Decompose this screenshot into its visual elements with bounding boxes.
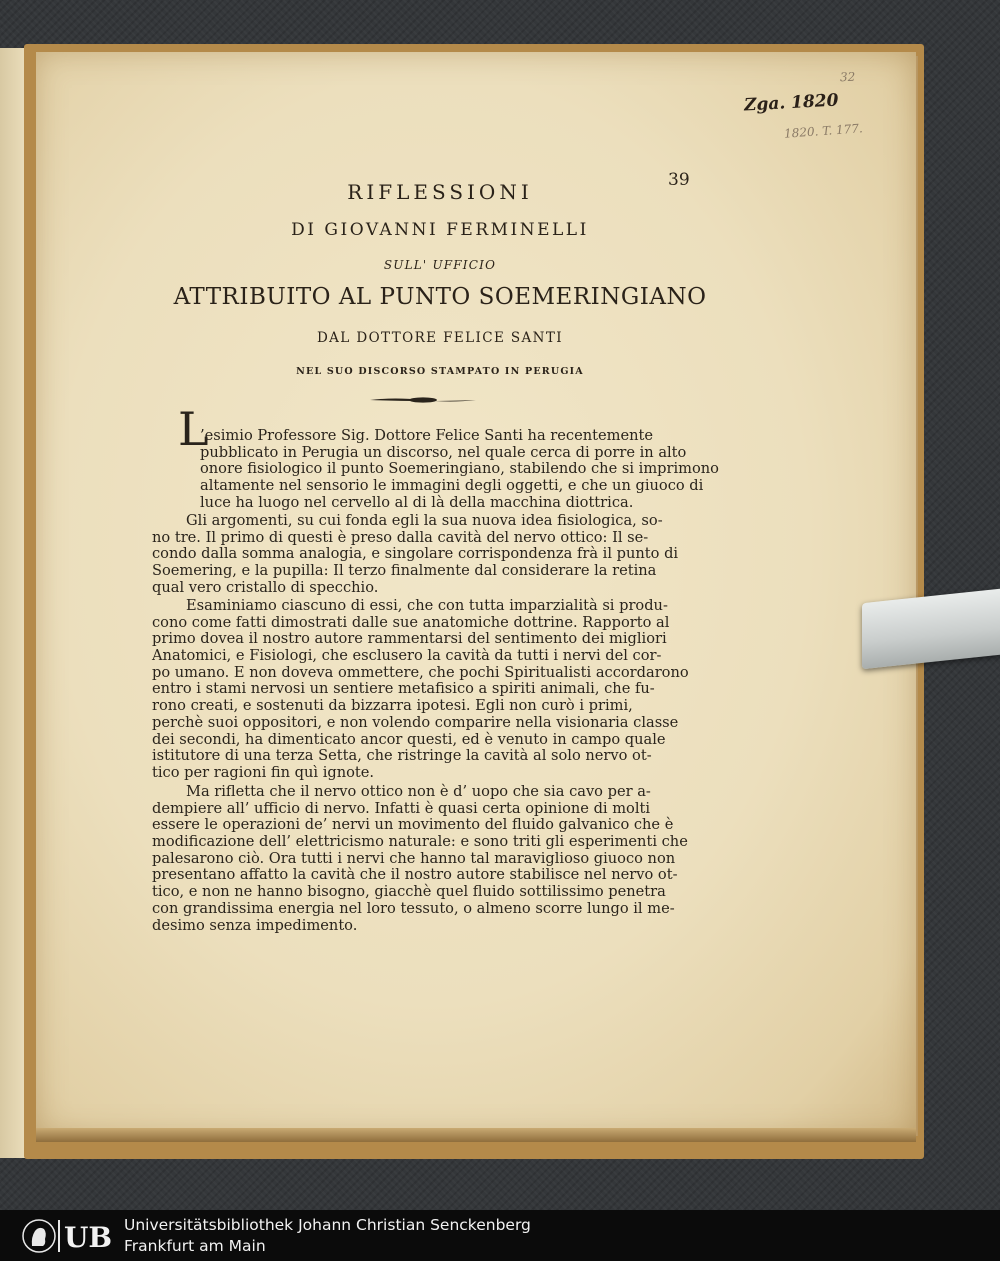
text-line: Gli argomenti, su cui fonda egli la sua nuova idea fisiologica, so- bbox=[186, 512, 663, 529]
text-line: po umano. E non doveva ommettere, che pochi Spiritualisti accordarono bbox=[152, 663, 689, 681]
text-line: onore fisiologico il punto Soemeringiano, stabilendo che si imprimono bbox=[200, 460, 719, 478]
page-bottom-edge bbox=[36, 1128, 916, 1142]
text-line: luce ha luogo nel cervello al di là della macchina diottrica. bbox=[200, 493, 634, 511]
paragraph-2 bbox=[152, 513, 704, 596]
title-line-1: RIFLESSIONI bbox=[347, 180, 533, 204]
title-line-2: DI GIOVANNI FERMINELLI bbox=[291, 220, 589, 240]
handwritten-shelfmark: Zga. 1820 bbox=[743, 90, 839, 116]
text-line: qual vero cristallo di specchio. bbox=[152, 578, 379, 596]
text-line: Soemering, e la pupilla: Il terzo finalmente dal considerare la retina bbox=[152, 562, 657, 580]
handwritten-note-top: 32 bbox=[839, 69, 856, 85]
text-line: ’esimio Professore Sig. Dottore Felice Santi ha recentemente bbox=[200, 427, 653, 444]
paragraph-4 bbox=[152, 784, 704, 934]
text-line: desimo senza impedimento. bbox=[152, 916, 358, 934]
text-line: modificazione dell’ elettricismo naturale: e sono triti gli esperimenti che bbox=[152, 833, 688, 851]
text-line: condo dalla somma analogia, e singolare corrispondenza frà il punto di bbox=[152, 545, 679, 563]
title-line-6: NEL SUO DISCORSO STAMPATO IN PERUGIA bbox=[296, 366, 584, 377]
text-line: palesarono ciò. Ora tutti i nervi che hanno tal maraviglioso giuoco non bbox=[152, 849, 676, 867]
ornamental-rule bbox=[370, 396, 476, 404]
paragraph-3 bbox=[152, 598, 704, 782]
text-line: dei secondi, ha dimenticato ancor questi, ed è venuto in campo quale bbox=[152, 730, 666, 748]
text-line: entro i stami nervosi un sentiere metafisico a spiriti animali, che fu- bbox=[152, 680, 655, 698]
drop-cap: L bbox=[178, 402, 209, 456]
title-line-5: DAL DOTTORE FELICE SANTI bbox=[316, 330, 564, 346]
text-line: istitutore di una terza Setta, che ristringe la cavità al solo nervo ot- bbox=[152, 747, 652, 765]
text-line: pubblicato in Perugia un discorso, nel quale cerca di porre in alto bbox=[200, 443, 687, 461]
library-logo-text: UB bbox=[64, 1221, 113, 1254]
text-line: presentano affatto la cavità che il nostro autore stabilisce nel nervo ot- bbox=[152, 866, 678, 884]
text-line: altamente nel sensorio le immagini degli oggetti, e che un giuoco di bbox=[200, 477, 704, 495]
text-line: Ma rifletta che il nervo ottico non è d’ uopo che sia cavo per a- bbox=[186, 783, 651, 800]
text-line: cono come fatti dimostrati dalle sue anatomiche dottrine. Rapporto al bbox=[152, 613, 670, 631]
text-line: no tre. Il primo di questi è preso dalla cavità del nervo ottico: Il se- bbox=[152, 528, 649, 546]
page-number: 39 bbox=[668, 170, 690, 190]
text-line: tico, e non ne hanno bisogno, giacchè quel fluido sottilissimo penetra bbox=[152, 883, 666, 901]
title-line-3: SULL' UFFICIO bbox=[383, 258, 497, 272]
text-line: primo dovea il nostro autore rammentarsi del sentimento dei migliori bbox=[152, 630, 667, 648]
library-logo-icon bbox=[22, 1217, 118, 1255]
title-line-4: ATTRIBUITO AL PUNTO SOEMERINGIANO bbox=[173, 284, 707, 310]
text-line: tico per ragioni fin quì ignote. bbox=[152, 763, 375, 781]
text-line: Anatomici, e Fisiologi, che esclusero la cavità da tutti i nervi del cor- bbox=[152, 647, 662, 665]
text-line: dempiere all’ ufficio di nervo. Infatti è quasi certa opinione di molti bbox=[152, 799, 651, 817]
text-line: Esaminiamo ciascuno di essi, che con tutta imparzialità si produ- bbox=[186, 597, 668, 614]
footer-library-name: Universitätsbibliothek Johann Christian Senckenberg bbox=[124, 1216, 531, 1234]
text-line: rono creati, e sostenuti da bizzarra ipotesi. Egli non curò i primi, bbox=[152, 697, 633, 715]
text-line: essere le operazioni de’ nervi un movimento del fluido galvanico che è bbox=[152, 816, 674, 834]
paragraph-1 bbox=[200, 427, 719, 511]
footer-library-city: Frankfurt am Main bbox=[124, 1237, 266, 1255]
handwritten-note-mid: 1820. T. 177. bbox=[783, 121, 864, 141]
text-line: con grandissima energia nel loro tessuto, o almeno scorre lungo il me- bbox=[152, 899, 675, 917]
text-line: perchè suoi oppositori, e non volendo comparire nella visionaria classe bbox=[152, 713, 679, 731]
